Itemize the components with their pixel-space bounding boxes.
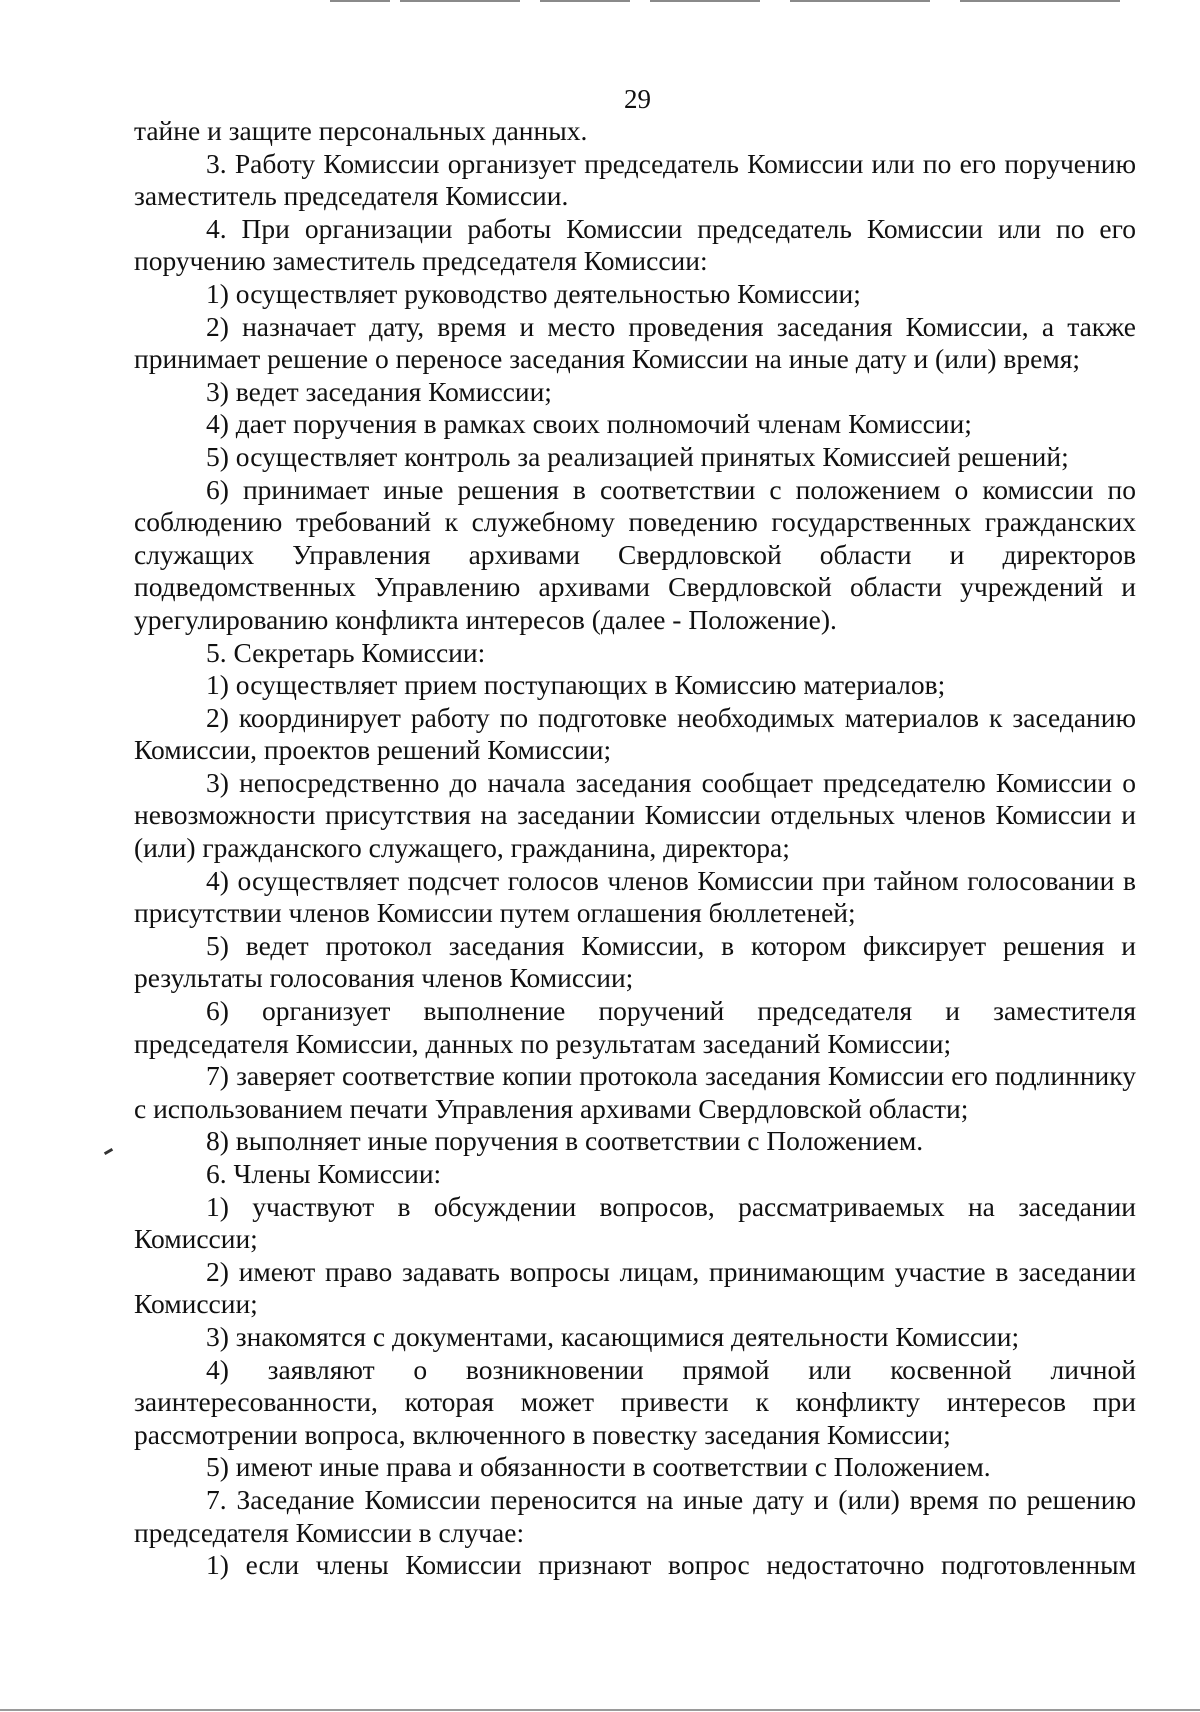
paragraph: 7. Заседание Комиссии переносится на иные дату и (или) время по решению председателя Комиссии в случае: [134,1483,1136,1548]
paragraph: 6) организует выполнение поручений председателя и заместителя председателя Комиссии, данных по результатам заседаний Комиссии; [134,995,1136,1059]
paragraph: 3) непосредственно до начала заседания сообщает председателю Комиссии о невозможности присутствия на заседании Комиссии отдельных членов Комиссии и (или) гражданского служащего, гражданина, директора; [134,766,1136,864]
scan-edge-mark [960,0,1120,2]
paragraph: 1) если члены Комиссии признают вопрос недостаточно подготовленным [206,1549,1136,1581]
paragraph: 1) осуществляет прием поступающих в Комиссию материалов; [206,669,946,701]
paragraph: 6) принимает иные решения в соответствии с положением о комиссии по соблюдению требований к служебному поведению государственных гражданских служащих Управления архивами Свердловской области и директоров подведомственных Управлению архивами Свердловской области учреждений и урегулированию конфликта интересов (далее - Положение). [134,473,1136,635]
paragraph: 4. При организации работы Комиссии председатель Комиссии или по его поручению заместитель председателя Комиссии: [134,212,1136,277]
paragraph: 4) дает поручения в рамках своих полномочий членам Комиссии; [206,408,972,440]
paragraph: 8) выполняет иные поручения в соответствии с Положением. [206,1125,924,1157]
paragraph: 3) ведет заседания Комиссии; [206,375,552,407]
paragraph: 1) осуществляет руководство деятельностью Комиссии; [206,277,861,309]
paragraph: 3. Работу Комиссии организует председатель Комиссии или по его поручению заместитель председателя Комиссии. [134,147,1136,212]
scan-edge-mark [330,0,390,2]
paragraph: тайне и защите персональных данных. [134,115,588,146]
paragraph: 5) ведет протокол заседания Комиссии, в котором фиксирует решения и результаты голосования членов Комиссии; [134,929,1136,994]
paragraph: 2) назначает дату, время и место проведения заседания Комиссии, а также принимает решение о переносе заседания Комиссии на иные дату и (или) время; [134,310,1136,375]
paragraph: 6. Члены Комиссии: [206,1158,442,1189]
paragraph: 1) участвуют в обсуждении вопросов, рассматриваемых на заседании Комиссии; [134,1190,1136,1255]
paragraph: 2) имеют право задавать вопросы лицам, принимающим участие в заседании Комиссии; [134,1255,1136,1320]
page-number: 29 [624,84,651,114]
scan-edge-mark [790,0,930,2]
scan-edge-mark [540,0,630,2]
paragraph: 7) заверяет соответствие копии протокола заседания Комиссии его подлиннику с использованием печати Управления архивами Свердловской области; [134,1060,1136,1124]
paragraph: 4) заявляют о возникновении прямой или косвенной личной заинтересованности, которая может привести к конфликту интересов при рассмотрении вопроса, включенного в повестку заседания Комиссии; [134,1353,1136,1450]
paragraph: 5. Секретарь Комиссии: [206,636,486,668]
scan-edge-mark [650,0,760,2]
document-body [134,115,1136,1582]
paragraph: 4) осуществляет подсчет голосов членов Комиссии при тайном голосовании в присутствии членов Комиссии путем оглашения бюллетеней; [134,864,1136,929]
scan-edge-mark [400,0,520,2]
paragraph: 3) знакомятся с документами, касающимися деятельности Комиссии; [206,1320,1020,1352]
paragraph: 5) имеют иные права и обязанности в соответствии с Положением. [206,1451,991,1483]
margin-mark [104,1148,113,1155]
paragraph: 5) осуществляет контроль за реализацией принятых Комиссией решений; [206,440,1069,472]
paragraph: 2) координирует работу по подготовке необходимых материалов к заседанию Комиссии, проектов решений Комиссии; [134,701,1136,766]
scan-bottom-edge [0,1709,1200,1711]
